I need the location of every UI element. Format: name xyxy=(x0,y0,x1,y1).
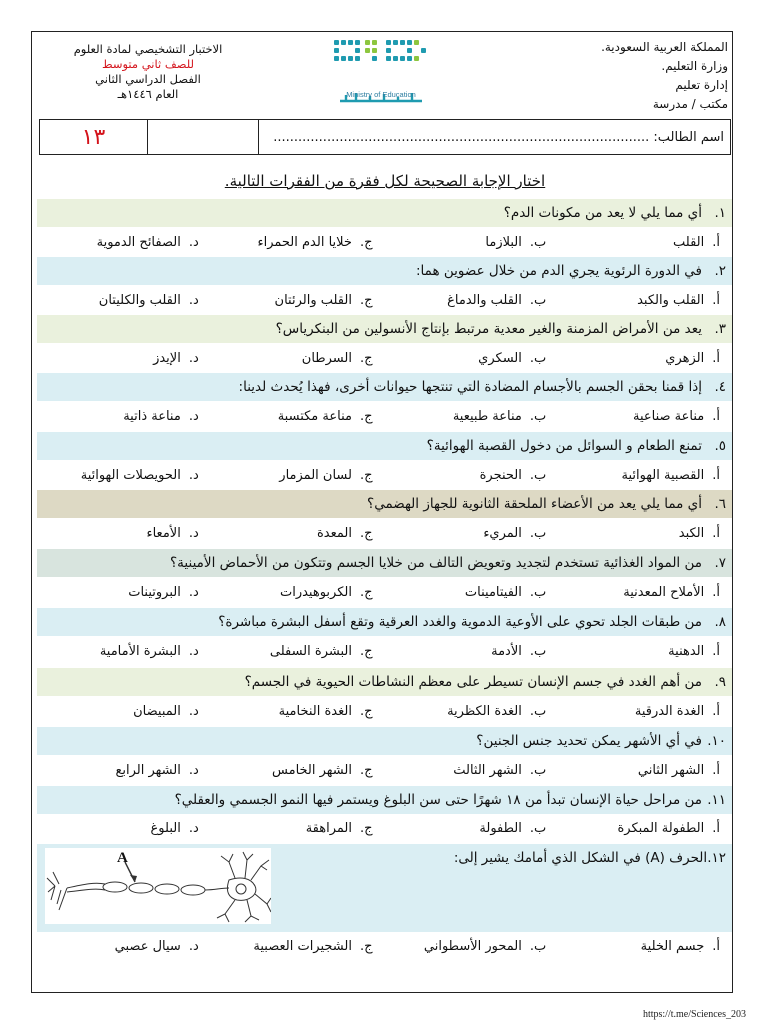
question-text: في أي الأشهر يمكن تحديد جنس الجنين؟ xyxy=(476,733,702,749)
question-number: ٩. xyxy=(714,674,726,690)
option-b[interactable]: ب. الفيتامينات xyxy=(464,584,547,600)
question-number: ٢. xyxy=(714,263,726,279)
option-c[interactable]: ج. مناعة مكتسبة xyxy=(277,408,373,424)
option-a[interactable]: أ. القصبية الهوائية xyxy=(621,467,720,483)
option-d[interactable]: د. الإيدز xyxy=(153,350,199,366)
option-b[interactable]: ب. الحنجرة xyxy=(479,467,547,483)
question-12 xyxy=(37,844,732,932)
grade-score-field[interactable] xyxy=(148,120,259,154)
question-1 xyxy=(37,199,732,227)
option-b[interactable]: ب. الطفولة xyxy=(479,820,547,836)
option-c[interactable]: ج. الغدة النخامية xyxy=(278,703,373,719)
question-4 xyxy=(37,373,732,401)
footer-link[interactable]: https://t.me/Sciences_203 xyxy=(642,1009,746,1020)
option-c[interactable]: ج. القلب والرئتان xyxy=(274,292,373,308)
instructions-title: اختار الإجابة الصحيحة لكل فقرة من الفقرات التالية. xyxy=(224,172,546,190)
option-d[interactable]: د. البشرة الأمامية xyxy=(99,643,199,659)
exam-term: الفصل الدراسي الثاني xyxy=(95,72,201,86)
neuron-figure xyxy=(45,848,271,924)
question-number: ١٢. xyxy=(707,850,726,866)
option-b[interactable]: ب. الشهر الثالث xyxy=(453,762,547,778)
question-number: ٣. xyxy=(714,321,726,337)
option-d[interactable]: د. الصفائح الدموية xyxy=(96,234,199,250)
option-b[interactable]: ب. الغدة الكظرية xyxy=(447,703,547,719)
logo-english-text: Ministry of Education xyxy=(346,90,416,99)
option-c[interactable]: ج. لسان المزمار xyxy=(279,467,373,483)
header-exam-info xyxy=(48,42,248,102)
figure-label-a: A xyxy=(117,850,128,866)
option-c[interactable]: ج. المعدة xyxy=(316,525,373,541)
question-10-options xyxy=(37,755,732,785)
question-text: من مراحل حياة الإنسان تبدأ من ١٨ شهرًا حتى سن البلوغ ويستمر فيها النمو الجسمي والعقلي؟ xyxy=(174,792,702,808)
option-d[interactable]: د. البروتينات xyxy=(128,584,199,600)
question-11 xyxy=(37,786,732,814)
header-line: المملكة العربية السعودية. xyxy=(601,40,728,54)
option-a[interactable]: أ. الكبد xyxy=(678,525,720,541)
option-a[interactable]: أ. القلب والكبد xyxy=(637,292,720,308)
option-c[interactable]: ج. الشجيرات العصبية xyxy=(253,938,373,954)
option-b[interactable]: ب. السكري xyxy=(478,350,547,366)
question-10 xyxy=(37,727,732,755)
option-c[interactable]: ج. الكربوهيدرات xyxy=(279,584,373,600)
header-line: مكتب / مدرسة xyxy=(652,97,728,111)
header-ministry-info xyxy=(528,38,728,114)
question-1-options xyxy=(37,227,732,257)
option-a[interactable]: أ. الشهر الثاني xyxy=(637,762,720,778)
question-text: الحرف (A) في الشكل الذي أمامك يشير إلى: xyxy=(453,850,708,866)
option-d[interactable]: د. مناعة ذاتية xyxy=(123,408,199,424)
option-a[interactable]: أ. الطفولة المبكرة xyxy=(617,820,720,836)
question-7 xyxy=(37,549,732,577)
question-5 xyxy=(37,432,732,460)
question-8-options xyxy=(37,636,732,666)
question-number: ٤. xyxy=(714,379,726,395)
option-c[interactable]: ج. البشرة السفلى xyxy=(269,643,373,659)
question-number: ١٠. xyxy=(707,733,726,749)
option-b[interactable]: ب. البلازما xyxy=(485,234,547,250)
option-c[interactable]: ج. المراهقة xyxy=(305,820,373,836)
option-a[interactable]: أ. القلب xyxy=(673,234,720,250)
question-3-options xyxy=(37,343,732,373)
question-number: ٦. xyxy=(714,496,726,512)
grade-total: ١٣ xyxy=(40,120,148,154)
option-d[interactable]: د. الحويصلات الهوائية xyxy=(80,467,199,483)
question-12-options xyxy=(37,931,732,961)
question-number: ٨. xyxy=(714,614,726,630)
question-6 xyxy=(37,490,732,518)
option-d[interactable]: د. البلوغ xyxy=(150,820,199,836)
question-9-options xyxy=(37,696,732,726)
question-text: تمنع الطعام و السوائل من دخول القصبة الهوائية؟ xyxy=(426,438,702,454)
option-d[interactable]: د. الشهر الرابع xyxy=(115,762,199,778)
question-text: أي مما يلي يعد من الأعضاء الملحقة الثانوية للجهاز الهضمي؟ xyxy=(367,496,702,512)
question-text: أي مما يلي لا يعد من مكونات الدم؟ xyxy=(503,205,702,221)
question-9 xyxy=(37,668,732,696)
question-5-options xyxy=(37,460,732,490)
option-b[interactable]: ب. الأدمة xyxy=(491,643,547,659)
option-a[interactable]: أ. الزهري xyxy=(665,350,720,366)
option-a[interactable]: أ. مناعة صناعية xyxy=(632,408,720,424)
option-b[interactable]: ب. القلب والدماغ xyxy=(447,292,547,308)
option-b[interactable]: ب. المحور الأسطواني xyxy=(423,938,547,954)
exam-grade: للصف ثاني متوسط xyxy=(101,57,195,71)
question-2 xyxy=(37,257,732,285)
question-number: ٧. xyxy=(714,555,726,571)
question-number: ٥. xyxy=(714,438,726,454)
option-b[interactable]: ب. مناعة طبيعية xyxy=(452,408,547,424)
option-b[interactable]: ب. المريء xyxy=(483,525,547,541)
question-4-options xyxy=(37,401,732,431)
neuron-diagram-icon xyxy=(45,848,271,924)
header-line: وزارة التعليم. xyxy=(661,59,728,73)
option-d[interactable]: د. سيال عصبي xyxy=(114,938,199,954)
question-number: ١. xyxy=(714,205,726,221)
exam-title: الاختبار التشخيصي لمادة العلوم xyxy=(73,42,223,56)
option-a[interactable]: أ. الأملاح المعدنية xyxy=(623,584,720,600)
option-c[interactable]: ج. الشهر الخامس xyxy=(272,762,373,778)
student-info-row xyxy=(39,119,731,155)
option-c[interactable]: ج. السرطان xyxy=(301,350,373,366)
question-number: ١١. xyxy=(707,792,726,808)
question-12-text xyxy=(454,844,726,872)
question-11-options xyxy=(37,813,732,843)
option-d[interactable]: د. الأمعاء xyxy=(146,525,199,541)
question-text: من طبقات الجلد تحوي على الأوعية الدموية والغدد العرقية وتقع أسفل البشرة مباشرة؟ xyxy=(218,614,702,630)
question-text: من المواد الغذائية تستخدم لتجديد وتعويض التالف من خلايا الجسم وتتكون من الأحماض الأمينية؟ xyxy=(170,555,702,571)
question-7-options xyxy=(37,577,732,607)
question-8 xyxy=(37,608,732,636)
option-d[interactable]: د. القلب والكليتان xyxy=(98,292,199,308)
question-6-options xyxy=(37,518,732,548)
question-text: يعد من الأمراض المزمنة والغير معدية مرتبط بإنتاج الأنسولين من البنكرياس؟ xyxy=(275,321,702,337)
option-c[interactable]: ج. خلايا الدم الحمراء xyxy=(257,234,373,250)
question-text: من أهم الغدد في جسم الإنسان تسيطر على معظم النشاطات الحيوية في الجسم؟ xyxy=(244,674,702,690)
question-2-options xyxy=(37,285,732,315)
header-line: إدارة تعليم xyxy=(675,78,728,92)
question-text: إذا قمنا بحقن الجسم بالأجسام المضادة التي تنتجها حيوانات أخرى، فهذا يُحدث لدينا: xyxy=(238,379,702,395)
student-name-field[interactable]: اسم الطالب: ........................................................................................... xyxy=(273,129,724,145)
option-a[interactable]: أ. الغدة الدرقية xyxy=(634,703,720,719)
option-a[interactable]: أ. جسم الخلية xyxy=(640,938,720,954)
exam-year: العام ١٤٤٦هـ xyxy=(117,87,179,101)
question-text: في الدورة الرئوية يجري الدم من خلال عضوين هما: xyxy=(415,263,702,279)
option-d[interactable]: د. المبيضان xyxy=(133,703,199,719)
option-a[interactable]: أ. الدهنية xyxy=(668,643,720,659)
ministry-logo xyxy=(326,38,436,100)
question-3 xyxy=(37,315,732,343)
